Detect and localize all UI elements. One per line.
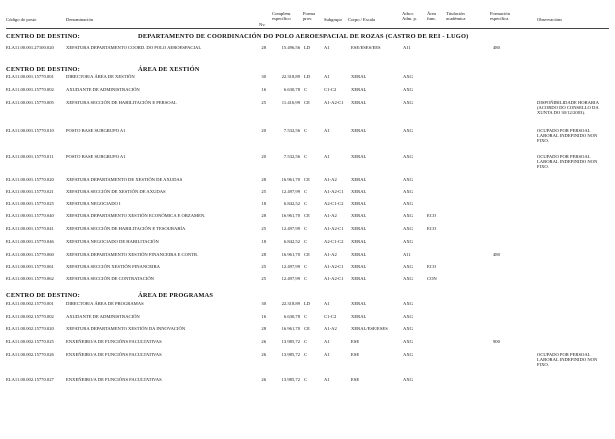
cell-sub: A1-A2 <box>324 326 337 331</box>
cell-area: ECO <box>427 226 437 231</box>
cell-code: ELA11.00.001.15770.041 <box>6 226 54 231</box>
cell-code: ELA11.00.001.15770.002 <box>6 87 54 92</box>
section-label: CENTRO DE DESTINO: <box>6 292 80 299</box>
cell-name: XEFATURA SECCIÓN DE HABILITACIÓN E TESOURARÍA <box>66 226 186 231</box>
cell-corpo: XERAL <box>351 100 367 105</box>
cell-corpo: XERAL/ESE/ESES <box>351 326 388 331</box>
cell-name: POSTO BASE SUBGRUPO A1 <box>66 154 126 159</box>
cell-name: XEFATURA NEGOCIADO I <box>66 201 121 206</box>
cell-observacions: OCUPADO POR PERSOAL LABORAL INDEFINIDO NON FIXO. <box>537 128 598 144</box>
cell-forma: C <box>304 189 308 194</box>
cell-nv: 28 <box>261 252 266 257</box>
cell-comp: 12.497,99 <box>281 189 300 194</box>
section-label: CENTRO DE DESTINO: <box>6 66 80 73</box>
cell-code: ELA11.00.001.15770.005 <box>6 100 54 105</box>
cell-form: 480 <box>493 252 500 257</box>
cell-code: ELA11.00.001.15770.011 <box>6 154 54 159</box>
section-title: DEPARTAMENTO DE COORDINACIÓN DO POLO AEROESPACIAL DE ROZAS (CASTRO DE REI - LUGO) <box>138 33 469 40</box>
cell-area: ECO <box>427 213 437 218</box>
cell-comp: 13.985,72 <box>281 352 300 357</box>
cell-name: XEFATURA DEPARTAMENTO COORD. DO POLO AEROESPACIAL <box>66 45 202 50</box>
col-header-formacion: Formación específica <box>490 11 510 22</box>
cell-nv: 28 <box>261 177 266 182</box>
cell-name: XEFATURA SECCIÓN DE CONTRATACIÓN <box>66 276 154 281</box>
cell-forma: C <box>304 201 308 206</box>
col-header-area: Área func. <box>427 11 437 22</box>
cell-nv: 26 <box>261 352 266 357</box>
cell-adscr: AXG <box>403 352 413 357</box>
cell-sub: A1-A2-C1 <box>324 189 344 194</box>
cell-code: ELA11.00.001.15770.040 <box>6 213 54 218</box>
cell-sub: A1 <box>324 339 330 344</box>
cell-adscr: AXG <box>403 326 413 331</box>
header-divider <box>6 28 609 29</box>
cell-sub: A1 <box>324 301 330 306</box>
section-title: ÁREA DE PROGRAMAS <box>138 292 214 299</box>
cell-forma: C <box>304 87 308 92</box>
cell-nv: 28 <box>261 213 266 218</box>
cell-code: ELA11.00.001.27100.020 <box>6 45 54 50</box>
cell-nv: 16 <box>261 314 266 319</box>
cell-code: ELA11.00.001.15770.060 <box>6 252 54 257</box>
cell-sub: C1-C2 <box>324 87 337 92</box>
cell-sub: A1 <box>324 352 330 357</box>
cell-code: ELA11.00.001.15770.021 <box>6 189 54 194</box>
cell-comp: 7.532,56 <box>283 128 300 133</box>
cell-forma: C <box>304 239 308 244</box>
cell-adscr: AXG <box>403 301 413 306</box>
cell-forma: C <box>304 128 308 133</box>
cell-adscr: AXG <box>403 314 413 319</box>
cell-corpo: XERAL <box>351 128 367 133</box>
cell-sub: A1-A2-C1 <box>324 264 344 269</box>
cell-forma: LD <box>304 301 311 306</box>
cell-name: ENXEÑEIRO/A DE FUNCIÓNS FACULTATIVAS <box>66 339 162 344</box>
cell-nv: 30 <box>261 74 266 79</box>
cell-comp: 12.497,99 <box>281 264 300 269</box>
cell-adscr: AXG <box>403 128 413 133</box>
cell-comp: 7.532,56 <box>283 154 300 159</box>
col-header-corpo: Corpo / Escala <box>348 17 376 22</box>
cell-forma: CE <box>304 100 310 105</box>
cell-corpo: XERAL <box>351 239 367 244</box>
cell-sub: A1-A2 <box>324 252 337 257</box>
cell-nv: 25 <box>261 100 266 105</box>
cell-nv: 25 <box>261 264 266 269</box>
cell-comp: 16.961,70 <box>281 177 300 182</box>
cell-nv: 28 <box>261 45 266 50</box>
cell-forma: LD <box>304 74 311 79</box>
cell-nv: 25 <box>261 226 266 231</box>
cell-forma: C <box>304 377 308 382</box>
cell-name: DIRECTOR/A ÁREA DE XESTIÓN <box>66 74 135 79</box>
cell-adscr: AXG <box>403 189 413 194</box>
col-header-complemento: Complem. específico <box>272 11 292 22</box>
section-label: CENTRO DE DESTINO: <box>6 33 80 40</box>
cell-adscr: AXG <box>403 100 413 105</box>
cell-sub: A1 <box>324 128 330 133</box>
cell-corpo: XERAL <box>351 213 367 218</box>
cell-code: ELA11.00.002.15770.026 <box>6 352 54 357</box>
cell-name: XEFATURA NEGOCIADO DE HABILITACIÓN <box>66 239 159 244</box>
cell-code: ELA11.00.002.15770.020 <box>6 326 54 331</box>
cell-corpo: XERAL <box>351 189 367 194</box>
cell-adscr: AXG <box>403 377 413 382</box>
col-header-forma: Forma prov. <box>303 11 315 22</box>
cell-code: ELA11.00.001.15770.010 <box>6 128 54 133</box>
cell-sub: A1-A2-C1 <box>324 226 344 231</box>
cell-observacions: OCUPADO POR PERSOAL LABORAL INDEFINIDO NON FIXO. <box>537 352 598 368</box>
cell-name: AXUDANTE DE ADMINISTRACIÓN <box>66 314 140 319</box>
cell-name: DIRECTOR/A ÁREA DE PROGRAMAS <box>66 301 144 306</box>
cell-corpo: XERAL <box>351 301 367 306</box>
cell-sub: C1-C2 <box>324 314 337 319</box>
cell-forma: C <box>304 314 308 319</box>
cell-adscr: AXG <box>403 213 413 218</box>
cell-corpo: ESE <box>351 377 360 382</box>
cell-observacions: OCUPADO POR PERSOAL LABORAL INDEFINIDO NON FIXO. <box>537 154 598 170</box>
cell-adscr: AXG <box>403 177 413 182</box>
cell-comp: 11.416,99 <box>281 100 300 105</box>
cell-corpo: XERAL <box>351 264 367 269</box>
cell-corpo: XERAL <box>351 74 367 79</box>
cell-comp: 6.630,78 <box>283 87 300 92</box>
cell-adscr: AXG <box>403 201 413 206</box>
cell-comp: 16.961,70 <box>281 326 300 331</box>
cell-comp: 12.497,99 <box>281 226 300 231</box>
cell-adscr: AXG <box>403 264 413 269</box>
cell-sub: A1-A2-C1 <box>324 276 344 281</box>
col-header-adscricion: Adscr. Adm. p. <box>402 11 417 22</box>
cell-sub: A1-A2-C1 <box>324 100 344 105</box>
cell-forma: C <box>304 339 308 344</box>
cell-sub: A1-A2 <box>324 177 337 182</box>
cell-code: ELA11.00.001.15770.061 <box>6 264 54 269</box>
cell-form: 480 <box>493 45 500 50</box>
cell-forma: C <box>304 352 308 357</box>
cell-corpo: XERAL <box>351 177 367 182</box>
cell-comp: 6.842,52 <box>283 201 300 206</box>
cell-nv: 26 <box>261 339 266 344</box>
cell-adscr: AXG <box>403 226 413 231</box>
cell-name: POSTO BASE SUBGRUPO A1 <box>66 128 126 133</box>
cell-comp: 22.318,89 <box>281 301 300 306</box>
cell-corpo: ESE <box>351 352 360 357</box>
cell-name: XEFATURA DEPARTAMENTO XESTIÓN ECONÓMICA E ORZAMEN. <box>66 213 206 218</box>
col-header-denominacion: Denominación <box>66 17 94 22</box>
cell-name: ENXEÑEIRO/A DE FUNCIÓNS FACULTATIVAS <box>66 352 162 357</box>
cell-code: ELA11.00.001.15770.062 <box>6 276 54 281</box>
cell-comp: 22.318,89 <box>281 74 300 79</box>
cell-forma: CE <box>304 326 310 331</box>
cell-nv: 18 <box>261 201 266 206</box>
cell-sub: A2-C1-C2 <box>324 239 344 244</box>
cell-corpo: XERAL <box>351 87 367 92</box>
cell-code: ELA11.00.002.15770.001 <box>6 301 54 306</box>
cell-sub: A1 <box>324 74 330 79</box>
cell-comp: 6.842,52 <box>283 239 300 244</box>
cell-nv: 16 <box>261 87 266 92</box>
cell-corpo: XERAL <box>351 201 367 206</box>
col-header-codigo: Código do posto <box>6 17 37 22</box>
cell-forma: CE <box>304 213 310 218</box>
cell-forma: LD <box>304 45 311 50</box>
cell-forma: C <box>304 264 308 269</box>
cell-forma: C <box>304 276 308 281</box>
cell-adscr: AXG <box>403 239 413 244</box>
cell-adscr: AXG <box>403 87 413 92</box>
col-header-titulacion: Titulación académica <box>446 11 466 22</box>
cell-form: 900 <box>493 339 500 344</box>
cell-nv: 26 <box>261 377 266 382</box>
cell-name: AXUDANTE DE ADMINISTRACIÓN <box>66 87 140 92</box>
cell-nv: 25 <box>261 189 266 194</box>
cell-adscr: A11 <box>403 45 411 50</box>
col-header-observacions: Observacións <box>537 17 563 22</box>
cell-observacions: DISPOÑIBILIDADE HORARIA (ACORDO DO CONSELLO DA XUNTA DO 30/12/2003). <box>537 100 599 116</box>
cell-corpo: XERAL <box>351 314 367 319</box>
cell-comp: 13.985,72 <box>281 377 300 382</box>
cell-comp: 15.496,56 <box>281 45 300 50</box>
cell-corpo: XERAL <box>351 154 367 159</box>
cell-adscr: AXG <box>403 276 413 281</box>
cell-sub: A1 <box>324 377 330 382</box>
cell-corpo: ESE/ESES/EES <box>351 45 381 50</box>
cell-adscr: A11 <box>403 252 411 257</box>
cell-name: ENXEÑEIRO/A DE FUNCIÓNS FACULTATIVAS <box>66 377 162 382</box>
cell-name: XEFATURA DEPARTAMENTO XESTIÓN DA INNOVACIÓN <box>66 326 186 331</box>
cell-code: ELA11.00.002.15770.002 <box>6 314 54 319</box>
cell-comp: 16.961,70 <box>281 252 300 257</box>
cell-forma: CE <box>304 252 310 257</box>
cell-sub: A1-A2 <box>324 213 337 218</box>
cell-sub: A1 <box>324 45 330 50</box>
cell-adscr: AXG <box>403 74 413 79</box>
cell-code: ELA11.00.001.15770.020 <box>6 177 54 182</box>
cell-name: XEFATURA DEPARTAMENTO DE XESTIÓN DE AXUDAS <box>66 177 183 182</box>
cell-adscr: AXG <box>403 339 413 344</box>
cell-name: XEFATURA SECCIÓN DE XESTIÓN DE AXUDAS <box>66 189 166 194</box>
cell-area: ECO <box>427 264 437 269</box>
cell-code: ELA11.00.002.15770.027 <box>6 377 54 382</box>
cell-corpo: XERAL <box>351 226 367 231</box>
cell-sub: A2-C1-C2 <box>324 201 344 206</box>
cell-nv: 30 <box>261 301 266 306</box>
cell-sub: A1 <box>324 154 330 159</box>
cell-corpo: XERAL <box>351 276 367 281</box>
cell-code: ELA11.00.001.15770.046 <box>6 239 54 244</box>
cell-code: ELA11.00.001.15770.001 <box>6 74 54 79</box>
cell-comp: 6.630,78 <box>283 314 300 319</box>
cell-adscr: AXG <box>403 154 413 159</box>
cell-name: XEFATURA SECCIÓN DE HABILITACIÓN E PERSOAL <box>66 100 177 105</box>
cell-comp: 13.985,72 <box>281 339 300 344</box>
cell-comp: 16.961,70 <box>281 213 300 218</box>
cell-nv: 20 <box>261 154 266 159</box>
cell-nv: 25 <box>261 276 266 281</box>
cell-nv: 20 <box>261 128 266 133</box>
cell-code: ELA11.00.001.15770.025 <box>6 201 54 206</box>
cell-forma: C <box>304 154 308 159</box>
cell-code: ELA11.00.002.15770.025 <box>6 339 54 344</box>
cell-corpo: XERAL <box>351 252 367 257</box>
cell-nv: 28 <box>261 326 266 331</box>
cell-area: CON <box>427 276 437 281</box>
cell-forma: C <box>304 226 308 231</box>
section-title: ÁREA DE XESTIÓN <box>138 66 200 73</box>
col-header-nivel: Nv. <box>259 22 266 27</box>
cell-name: XEFATURA DEPARTAMENTO XESTIÓN FINANCEIRA E CONTR. <box>66 252 199 257</box>
cell-corpo: ESE <box>351 339 360 344</box>
cell-nv: 18 <box>261 239 266 244</box>
col-header-subgrupo: Subgrupo <box>324 17 342 22</box>
cell-forma: CE <box>304 177 310 182</box>
cell-name: XEFATURA SECCIÓN XESTIÓN FINANCEIRA <box>66 264 160 269</box>
cell-comp: 12.497,99 <box>281 276 300 281</box>
